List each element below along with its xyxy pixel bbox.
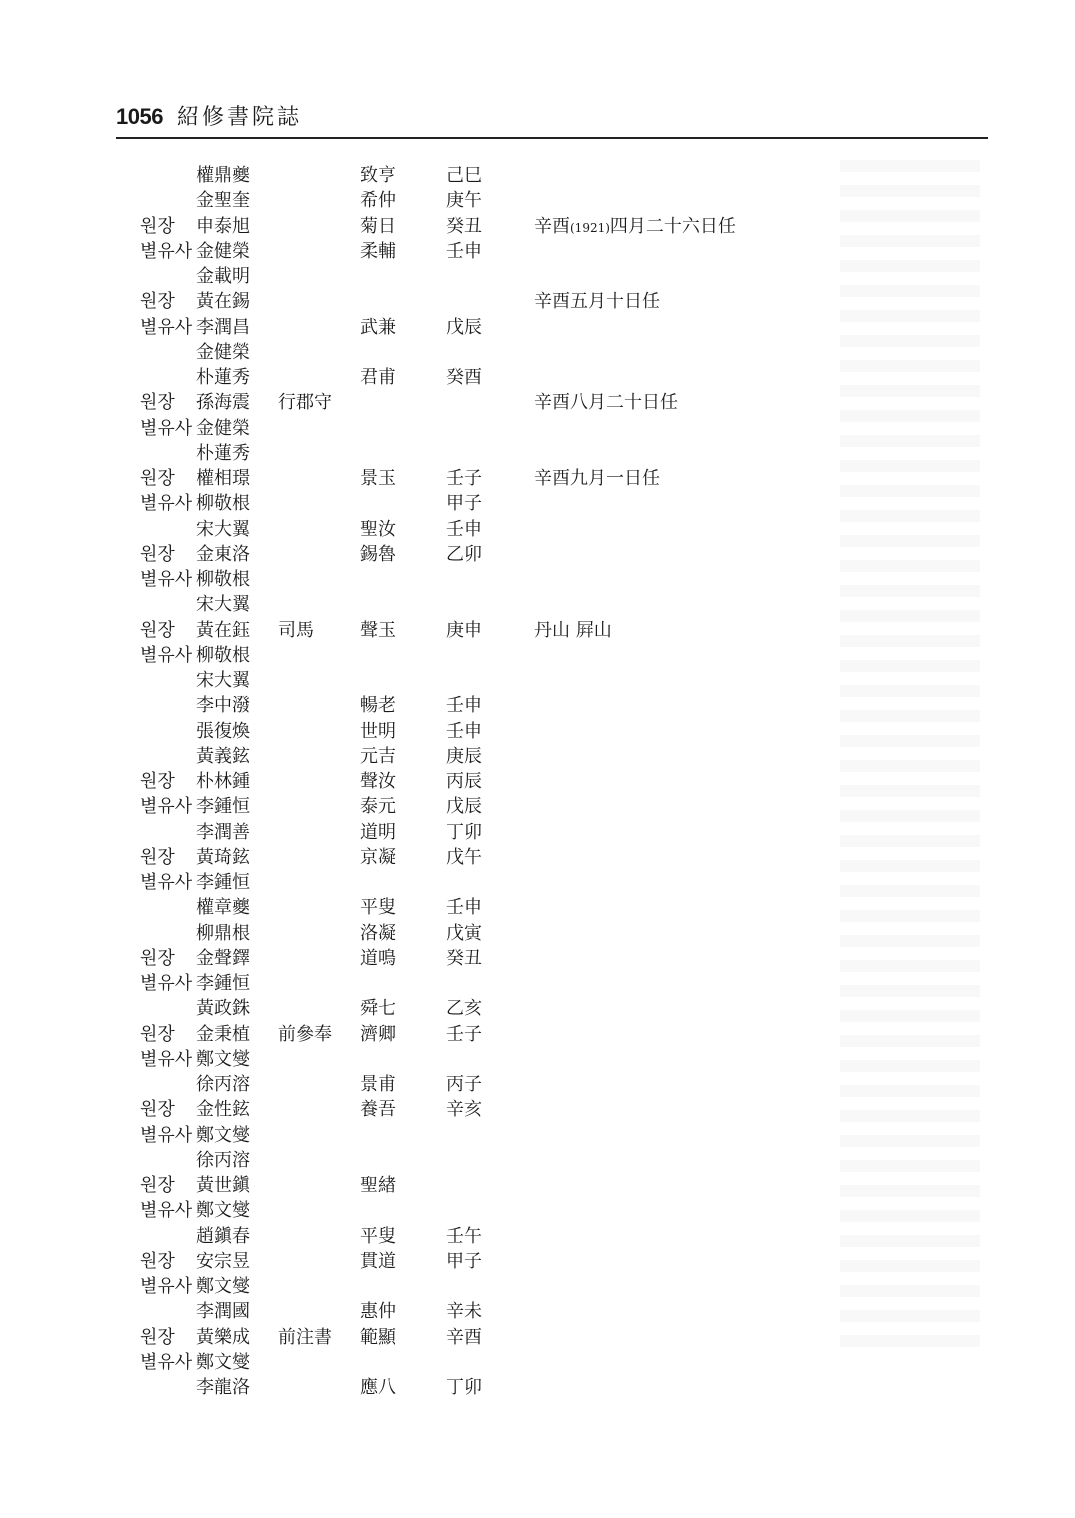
courtesy-name: 京凝 (360, 846, 396, 868)
person-name: 金秉植 (196, 1023, 250, 1045)
courtesy-name: 泰元 (360, 796, 396, 818)
person-name: 金健榮 (196, 417, 250, 439)
roster-row (0, 592, 1000, 617)
role-label: 원장 (140, 846, 175, 868)
birth-year-ganzhi: 庚申 (446, 619, 482, 641)
roster-row (0, 668, 1000, 693)
courtesy-name: 元吉 (360, 745, 396, 767)
roster-row (0, 643, 1000, 668)
courtesy-name: 柔輔 (360, 240, 396, 262)
person-name: 黃在錫 (196, 291, 250, 313)
person-name: 安宗昱 (196, 1250, 250, 1272)
role-label: 별유사 (140, 973, 193, 994)
courtesy-name: 景甫 (360, 1074, 396, 1095)
person-name: 宋大翼 (196, 594, 250, 616)
courtesy-name: 景玉 (360, 468, 396, 489)
person-name: 李潤善 (196, 821, 250, 843)
birth-year-ganzhi: 戊午 (446, 846, 482, 868)
official-title: 行郡守 (278, 392, 332, 414)
birth-year-ganzhi: 甲子 (446, 1250, 482, 1272)
role-label: 원장 (140, 215, 175, 237)
birth-year-ganzhi: 壬申 (446, 240, 482, 262)
birth-year-ganzhi: 壬申 (446, 720, 482, 742)
role-label: 별유사 (140, 417, 193, 439)
person-name: 徐丙溶 (196, 1149, 250, 1171)
role-label: 원장 (140, 468, 175, 489)
courtesy-name: 舜七 (360, 998, 396, 1020)
person-name: 金聖奎 (196, 190, 250, 212)
role-label: 원장 (140, 1326, 175, 1348)
birth-year-ganzhi: 壬申 (446, 897, 482, 919)
birth-year-ganzhi: 丁卯 (446, 1377, 482, 1398)
roster-row (0, 1123, 1000, 1148)
appointment-note: 辛酉(1921)四月二十六日任 (534, 215, 736, 237)
person-name: 柳敬根 (196, 644, 250, 666)
person-name: 朴蓮秀 (196, 442, 250, 464)
courtesy-name: 道鳴 (360, 947, 396, 969)
roster-row (0, 390, 1000, 415)
role-label: 원장 (140, 543, 175, 565)
role-label: 원장 (140, 1023, 175, 1045)
roster-row (0, 971, 1000, 996)
roster-row (0, 441, 1000, 466)
person-name: 金健榮 (196, 240, 250, 262)
role-label: 별유사 (140, 796, 193, 818)
birth-year-ganzhi: 乙卯 (446, 543, 482, 565)
person-name: 金載明 (196, 266, 250, 287)
person-name: 徐丙溶 (196, 1074, 250, 1095)
person-name: 金性鉉 (196, 1099, 250, 1121)
roster-row (0, 567, 1000, 592)
roster-row (0, 163, 1000, 188)
courtesy-name: 菊日 (360, 215, 396, 237)
roster-row (0, 542, 1000, 567)
birth-year-ganzhi: 乙亥 (446, 998, 482, 1020)
birth-year-ganzhi: 壬子 (446, 1023, 482, 1045)
person-name: 金東洛 (196, 543, 250, 565)
appointment-note: 辛酉五月十日任 (534, 291, 660, 313)
role-label: 별유사 (140, 1276, 193, 1297)
roster-row (0, 289, 1000, 314)
roster-row (0, 1325, 1000, 1350)
role-label: 별유사 (140, 240, 193, 262)
role-label: 별유사 (140, 493, 193, 515)
courtesy-name: 世明 (360, 720, 396, 742)
courtesy-name: 範顯 (360, 1326, 396, 1348)
birth-year-ganzhi: 癸丑 (446, 947, 482, 969)
roster-row (0, 996, 1000, 1021)
role-label: 원장 (140, 291, 175, 313)
roster-row (0, 794, 1000, 819)
person-name: 鄭文燮 (196, 1200, 250, 1222)
person-name: 李鍾恒 (196, 872, 250, 893)
roster-row (0, 340, 1000, 365)
roster-row (0, 315, 1000, 340)
birth-year-ganzhi: 壬子 (446, 468, 482, 489)
courtesy-name: 洛凝 (360, 922, 396, 944)
roster-row (0, 491, 1000, 516)
appointment-note: 丹山 屛山 (534, 619, 612, 641)
courtesy-name: 聲汝 (360, 771, 396, 792)
person-name: 金聲鐸 (196, 947, 250, 969)
birth-year-ganzhi: 辛酉 (446, 1326, 482, 1348)
roster-row (0, 921, 1000, 946)
courtesy-name: 應八 (360, 1377, 396, 1398)
roster-row (0, 618, 1000, 643)
roster-row (0, 769, 1000, 794)
person-name: 宋大翼 (196, 670, 250, 691)
role-label: 원장 (140, 771, 175, 792)
courtesy-name: 養吾 (360, 1099, 396, 1121)
birth-year-ganzhi: 庚辰 (446, 745, 482, 767)
courtesy-name: 道明 (360, 821, 396, 843)
role-label: 별유사 (140, 1124, 193, 1146)
roster-row (0, 1375, 1000, 1400)
role-label: 원장 (140, 619, 175, 641)
birth-year-ganzhi: 戊辰 (446, 796, 482, 818)
roster-row (0, 264, 1000, 289)
birth-year-ganzhi: 戊辰 (446, 316, 482, 338)
birth-year-ganzhi: 戊寅 (446, 922, 482, 944)
person-name: 鄭文燮 (196, 1124, 250, 1146)
courtesy-name: 聖緖 (360, 1175, 396, 1196)
person-name: 朴蓮秀 (196, 367, 250, 388)
person-name: 權章夔 (196, 897, 250, 919)
role-label: 원장 (140, 1175, 175, 1196)
person-name: 李鍾恒 (196, 973, 250, 994)
courtesy-name: 聲玉 (360, 619, 396, 641)
courtesy-name: 希仲 (360, 190, 396, 212)
person-name: 李鍾恒 (196, 796, 250, 818)
role-label: 원장 (140, 1250, 175, 1272)
person-name: 柳敬根 (196, 493, 250, 515)
courtesy-name: 暢老 (360, 695, 396, 717)
courtesy-name: 濟卿 (360, 1023, 396, 1045)
roster-row (0, 820, 1000, 845)
role-label: 원장 (140, 392, 175, 414)
roster-row (0, 1148, 1000, 1173)
birth-year-ganzhi: 丙子 (446, 1074, 482, 1095)
roster-row (0, 1097, 1000, 1122)
roster-row (0, 188, 1000, 213)
person-name: 鄭文燮 (196, 1048, 250, 1070)
person-name: 黃琦鉉 (196, 846, 250, 868)
courtesy-name: 惠仲 (360, 1301, 396, 1323)
roster-row (0, 1022, 1000, 1047)
roster-row (0, 946, 1000, 971)
person-name: 李龍洛 (196, 1377, 250, 1398)
roster-row (0, 239, 1000, 264)
roster-row (0, 719, 1000, 744)
roster-row (0, 416, 1000, 441)
roster-row (0, 214, 1000, 239)
birth-year-ganzhi: 己巳 (446, 165, 482, 186)
person-name: 孫海震 (196, 392, 250, 414)
person-name: 金健榮 (196, 341, 250, 363)
roster-row (0, 1350, 1000, 1375)
birth-year-ganzhi: 壬申 (446, 518, 482, 540)
role-label: 별유사 (140, 872, 193, 893)
role-label: 별유사 (140, 1200, 193, 1222)
courtesy-name: 平叟 (360, 897, 396, 919)
birth-year-ganzhi: 壬申 (446, 695, 482, 717)
person-name: 黃在鈺 (196, 619, 250, 641)
person-name: 權相璟 (196, 468, 250, 489)
roster-row (0, 1072, 1000, 1097)
official-title: 前參奉 (278, 1023, 332, 1045)
role-label: 별유사 (140, 1048, 193, 1070)
courtesy-name: 君甫 (360, 367, 396, 388)
roster-row (0, 845, 1000, 870)
roster-list (0, 163, 1000, 1400)
page-header (116, 100, 302, 132)
birth-year-ganzhi: 丁卯 (446, 821, 482, 843)
roster-row (0, 895, 1000, 920)
person-name: 李中潑 (196, 695, 250, 717)
appointment-note: 辛酉九月一日任 (534, 468, 660, 489)
person-name: 李潤昌 (196, 316, 250, 338)
courtesy-name: 錫魯 (360, 543, 396, 565)
courtesy-name: 平叟 (360, 1225, 396, 1247)
person-name: 黃政銖 (196, 998, 250, 1020)
birth-year-ganzhi: 辛未 (446, 1301, 482, 1323)
birth-year-ganzhi: 丙辰 (446, 771, 482, 792)
book-title: 紹修書院誌 (176, 105, 302, 130)
birth-year-ganzhi: 癸酉 (446, 367, 482, 388)
role-label: 원장 (140, 947, 175, 969)
birth-year-ganzhi: 庚午 (446, 190, 482, 212)
role-label: 별유사 (140, 569, 193, 590)
person-name: 申泰旭 (196, 215, 250, 237)
roster-row (0, 1299, 1000, 1324)
roster-row (0, 466, 1000, 491)
courtesy-name: 聖汝 (360, 518, 396, 540)
roster-row (0, 1224, 1000, 1249)
roster-row (0, 1173, 1000, 1198)
roster-row (0, 365, 1000, 390)
role-label: 별유사 (140, 1351, 193, 1373)
person-name: 趙鎭春 (196, 1225, 250, 1247)
roster-row (0, 744, 1000, 769)
roster-row (0, 1047, 1000, 1072)
roster-row (0, 1274, 1000, 1299)
roster-row (0, 517, 1000, 542)
page-number: 1056 (116, 104, 163, 129)
official-title: 司馬 (278, 619, 314, 641)
roster-row (0, 1249, 1000, 1274)
person-name: 權鼎夔 (196, 165, 250, 186)
birth-year-ganzhi: 壬午 (446, 1225, 482, 1247)
roster-row (0, 693, 1000, 718)
header-rule (116, 137, 988, 139)
role-label: 별유사 (140, 316, 193, 338)
person-name: 張復煥 (196, 720, 250, 742)
courtesy-name: 貫道 (360, 1250, 396, 1272)
role-label: 원장 (140, 1099, 175, 1121)
official-title: 前注書 (278, 1326, 332, 1348)
birth-year-ganzhi: 甲子 (446, 493, 482, 515)
appointment-note: 辛酉八月二十日任 (534, 392, 678, 414)
person-name: 黃義鉉 (196, 745, 250, 767)
person-name: 黃世鎭 (196, 1175, 250, 1196)
roster-row (0, 1198, 1000, 1223)
person-name: 柳鼎根 (196, 922, 250, 944)
person-name: 李潤國 (196, 1301, 250, 1323)
courtesy-name: 致亨 (360, 165, 396, 186)
birth-year-ganzhi: 癸丑 (446, 215, 482, 237)
person-name: 宋大翼 (196, 518, 250, 540)
person-name: 朴林鍾 (196, 771, 250, 792)
birth-year-ganzhi: 辛亥 (446, 1099, 482, 1121)
roster-row (0, 870, 1000, 895)
courtesy-name: 武兼 (360, 316, 396, 338)
role-label: 별유사 (140, 644, 193, 666)
person-name: 黃樂成 (196, 1326, 250, 1348)
person-name: 鄭文燮 (196, 1351, 250, 1373)
person-name: 鄭文燮 (196, 1276, 250, 1297)
person-name: 柳敬根 (196, 569, 250, 590)
